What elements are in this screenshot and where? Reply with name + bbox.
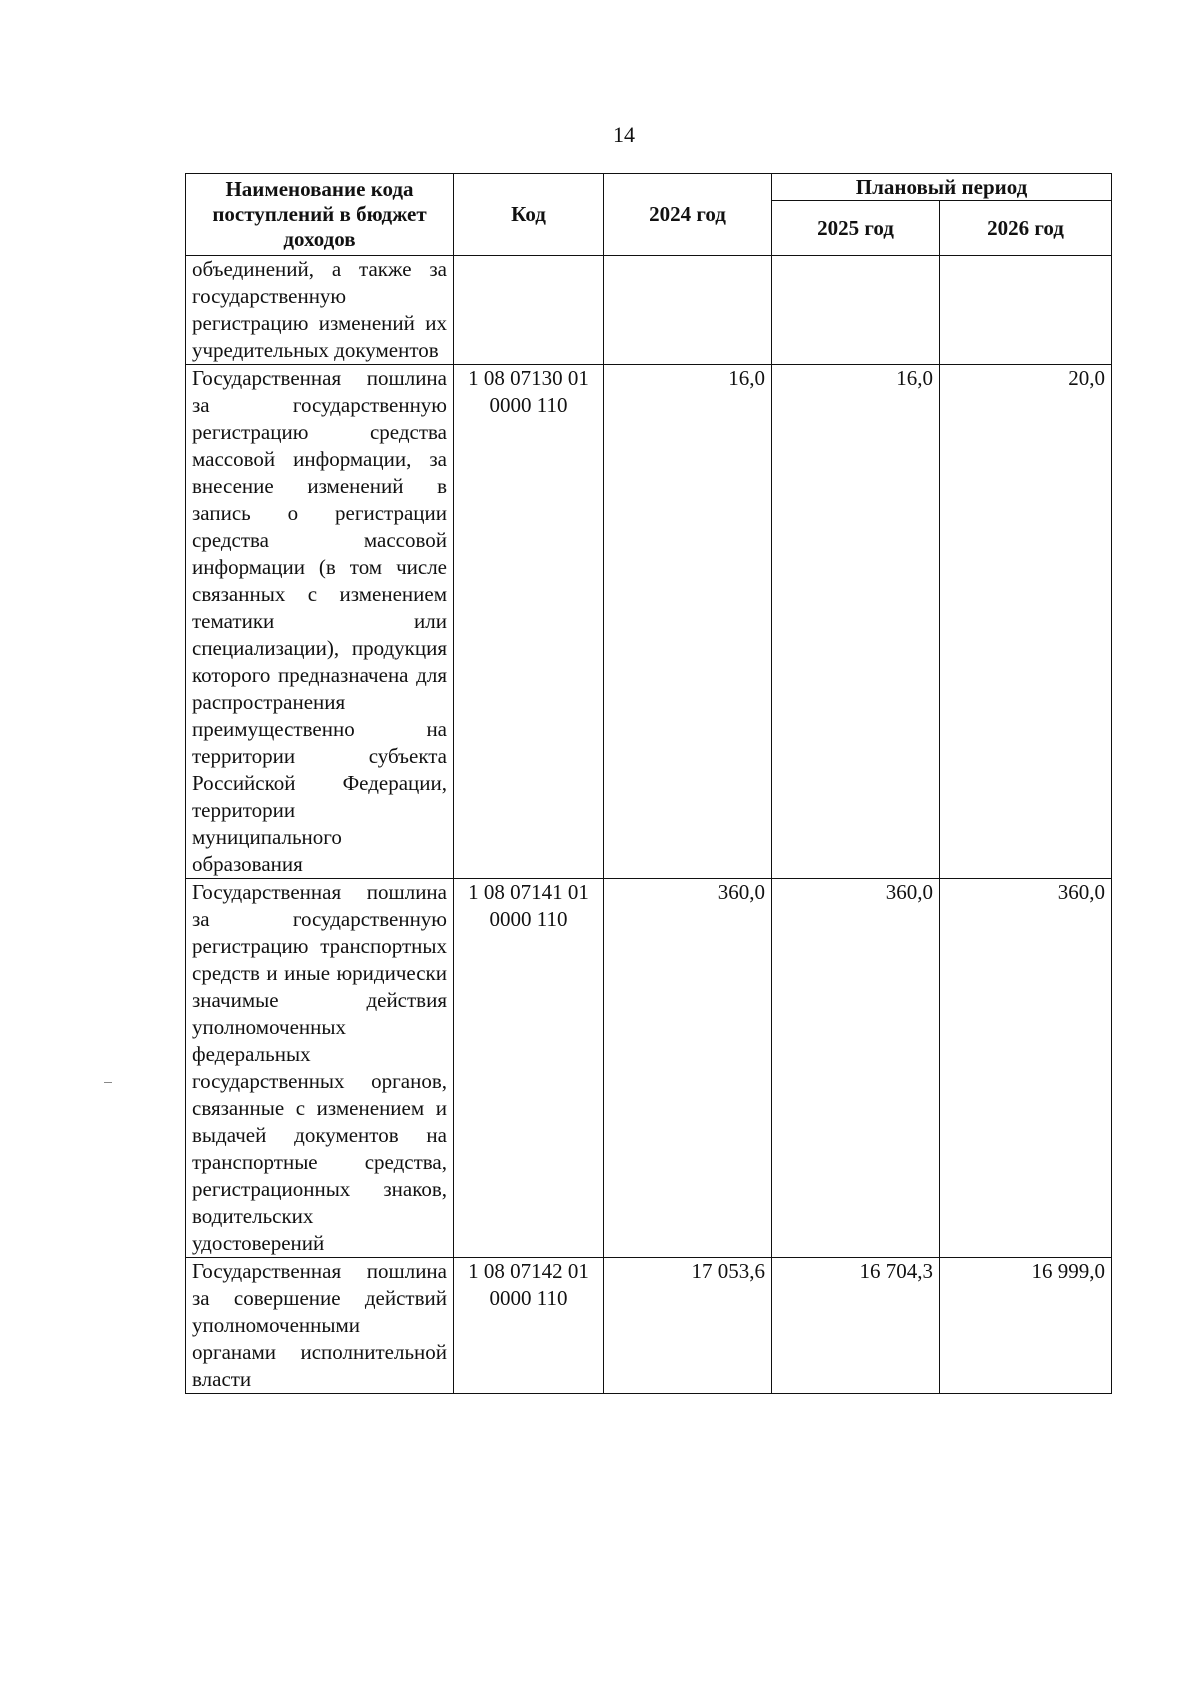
row-code [454,256,604,365]
row-value-2026: 16 999,0 [940,1258,1112,1394]
scan-mark [104,1082,112,1083]
header-2025: 2025 год [772,201,940,256]
row-name: Государственная пошлина за государственную регистрацию средства массовой информации, за внесение изменений в запись о регистрации средства массовой информации (в том числе связанных с изменением тематики или специализации), продукция которого предназначена для распространения преимущественно на территории субъекта Российской Федерации, территории муниципального образования [186,365,454,879]
row-code: 1 08 07130 01 0000 110 [454,365,604,879]
revenue-table [185,173,1112,1394]
row-value-2025 [772,256,940,365]
row-value-2025: 360,0 [772,879,940,1258]
row-value-2026: 360,0 [940,879,1112,1258]
row-value-2026 [940,256,1112,365]
row-value-2024: 17 053,6 [604,1258,772,1394]
row-code: 1 08 07142 01 0000 110 [454,1258,604,1394]
table-header [186,174,1112,256]
row-name: объединений, а также за государственную регистрацию изменений их учредительных документов [186,256,454,365]
table-row [186,1258,1112,1394]
table-row [186,879,1112,1258]
header-name: Наименование кода поступлений в бюджет доходов [186,174,454,256]
row-value-2025: 16 704,3 [772,1258,940,1394]
row-value-2024: 16,0 [604,365,772,879]
table-row [186,365,1112,879]
header-code: Код [454,174,604,256]
row-value-2024: 360,0 [604,879,772,1258]
header-2026: 2026 год [940,201,1112,256]
row-value-2025: 16,0 [772,365,940,879]
row-name: Государственная пошлина за государственную регистрацию транспортных средств и иные юридически значимые действия уполномоченных федеральных государственных органов, связанные с изменением и выдачей документов на транспортные средства, регистрационных знаков, водительских удостоверений [186,879,454,1258]
row-name: Государственная пошлина за совершение действий уполномоченными органами исполнительной власти [186,1258,454,1394]
table-row [186,256,1112,365]
page-number: 14 [613,122,635,147]
row-code: 1 08 07141 01 0000 110 [454,879,604,1258]
row-value-2024 [604,256,772,365]
row-value-2026: 20,0 [940,365,1112,879]
header-2024: 2024 год [604,174,772,256]
header-planned-period: Плановый период [772,174,1112,201]
